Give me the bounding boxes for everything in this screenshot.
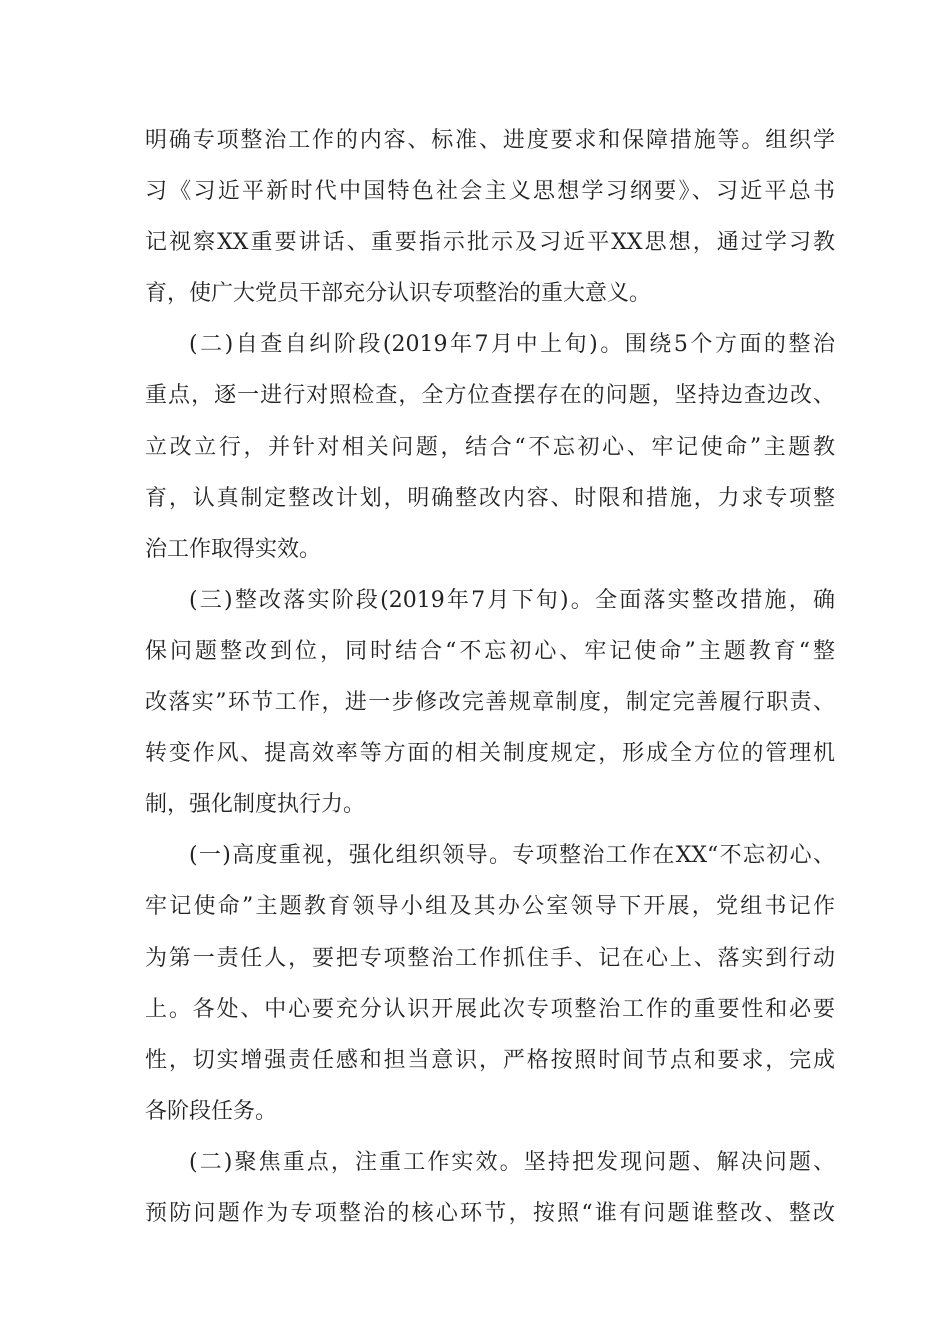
text-line: 习《习近平新时代中国特色社会主义思想学习纲要》、习近平总书 xyxy=(145,179,835,205)
text-line: 保问题整改到位，同时结合“不忘初心、牢记使命”主题教育“整 xyxy=(145,638,835,664)
document-body xyxy=(145,115,835,1239)
text-line: 记视察XX重要讲话、重要指示批示及习近平XX思想，通过学习教 xyxy=(145,230,835,256)
text-line: (二)自查自纠阶段(2019年7月中上旬)。围绕5个方面的整治 xyxy=(189,332,835,358)
text-line: 明确专项整治工作的内容、标准、进度要求和保障措施等。组织学 xyxy=(145,128,835,153)
text-line: 预防问题作为专项整治的核心环节，按照“谁有问题谁整改、整改 xyxy=(145,1200,835,1226)
text-line: 转变作风、提高效率等方面的相关制度规定，形成全方位的管理机 xyxy=(145,741,835,767)
text-line: 立改立行，并针对相关问题，结合“不忘初心、牢记使命”主题教 xyxy=(145,434,835,460)
text-line: 上。各处、中心要充分认识开展此次专项整治工作的重要性和必要 xyxy=(145,996,835,1022)
text-line: 牢记使命”主题教育领导小组及其办公室领导下开展，党组书记作 xyxy=(145,894,835,920)
text-line: 为第一责任人，要把专项整治工作抓住手、记在心上、落实到行动 xyxy=(145,945,835,971)
text-line: 育，使广大党员干部充分认识专项整治的重大意义。 xyxy=(145,281,652,307)
text-line: (一)高度重视，强化组织领导。专项整治工作在XX“不忘初心、 xyxy=(189,843,835,869)
text-line: 制，强化制度执行力。 xyxy=(145,792,366,818)
text-line: (三)整改落实阶段(2019年7月下旬)。全面落实整改措施，确 xyxy=(189,587,835,613)
text-line: (二)聚焦重点，注重工作实效。坚持把发现问题、解决问题、 xyxy=(189,1149,835,1175)
text-line: 重点，逐一进行对照检查，全方位查摆存在的问题，坚持边查边改、 xyxy=(145,383,835,409)
text-line: 育，认真制定整改计划，明确整改内容、时限和措施，力求专项整 xyxy=(145,485,835,511)
text-line: 改落实”环节工作，进一步修改完善规章制度，制定完善履行职责、 xyxy=(145,690,835,716)
text-line: 各阶段任务。 xyxy=(145,1098,278,1124)
text-line: 性，切实增强责任感和担当意识，严格按照时间节点和要求，完成 xyxy=(145,1047,835,1073)
text-line: 治工作取得实效。 xyxy=(145,536,322,562)
